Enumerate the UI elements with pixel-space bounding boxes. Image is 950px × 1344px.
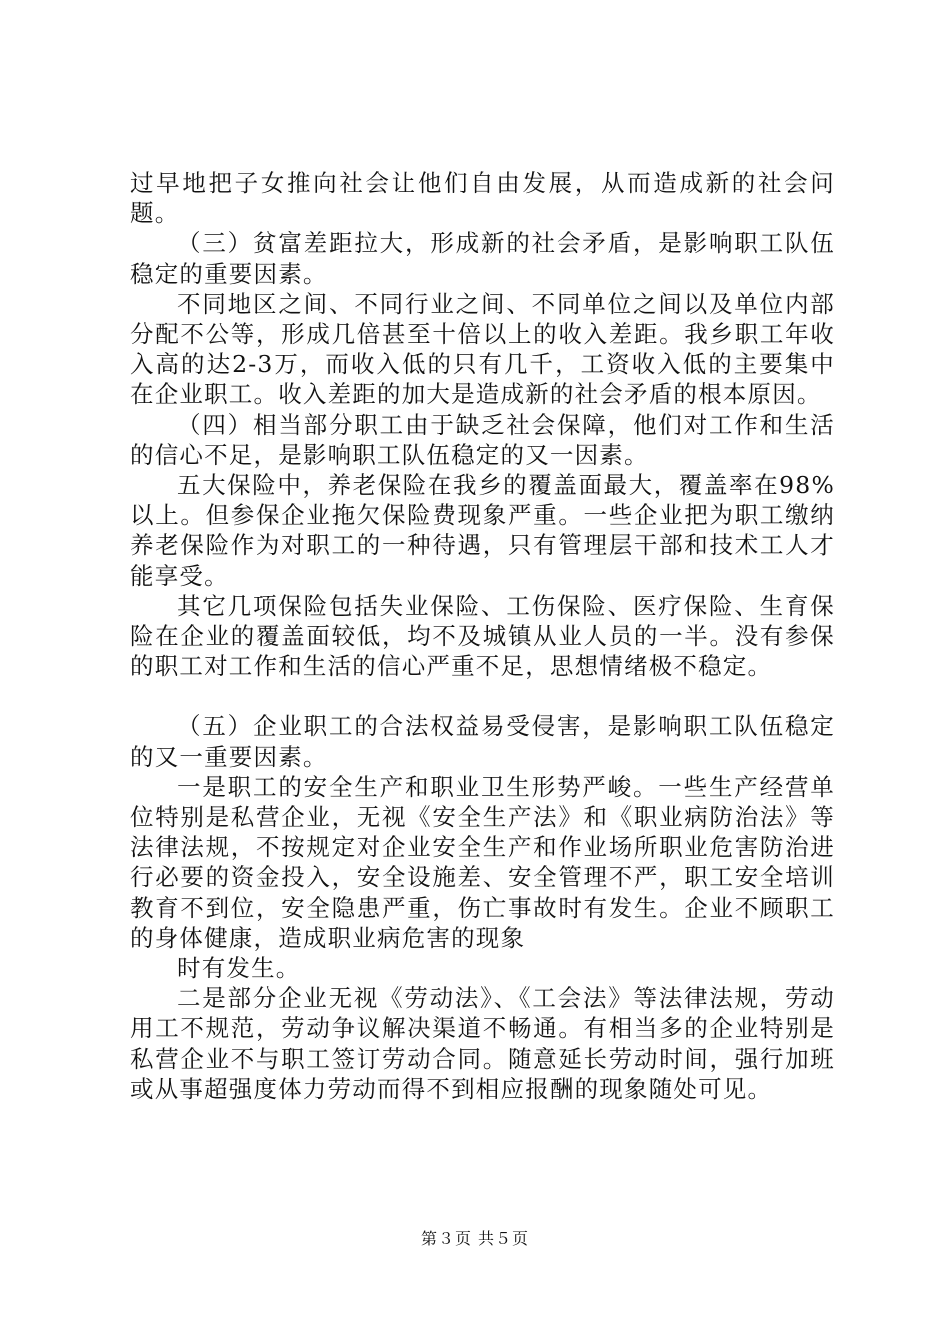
paragraph-7: （五）企业职工的合法权益易受侵害，是影响职工队伍稳定的又一重要因素。 bbox=[130, 712, 835, 771]
paragraph-5: 五大保险中，养老保险在我乡的覆盖面最大，覆盖率在98%以上。但参保企业拖欠保险费现象严重。一些企业把为职工缴纳养老保险作为对职工的一种待遇，只有管理层干部和技术工人才能享受。 bbox=[130, 471, 835, 590]
paragraph-3: 不同地区之间、不同行业之间、不同单位之间以及单位内部分配不公等，形成几倍甚至十倍以上的收入差距。我乡职工年收入高的达2-3万，而收入低的只有几千，工资收入低的主要集中在企业职工。收入差距的加大是造成新的社会矛盾的根本原因。 bbox=[130, 289, 835, 409]
paragraph-9: 时有发生。 bbox=[177, 954, 301, 983]
paragraph-6: 其它几项保险包括失业保险、工伤保险、医疗保险、生育保险在企业的覆盖面较低，均不及城镇从业人员的一半。没有参保的职工对工作和生活的信心严重不足，思想情绪极不稳定。 bbox=[130, 591, 835, 681]
document-body bbox=[130, 168, 835, 1104]
page-number-footer: 第３页 共５页 bbox=[420, 1229, 530, 1248]
paragraph-2: （三）贫富差距拉大，形成新的社会矛盾，是影响职工队伍稳定的重要因素。 bbox=[130, 229, 835, 288]
paragraph-8: 一是职工的安全生产和职业卫生形势严峻。一些生产经营单位特别是私营企业，无视《安全生产法》和《职业病防治法》等法律法规，不按规定对企业安全生产和作业场所职业危害防治进行必要的资金投入，安全设施差、安全管理不严，职工安全培训教育不到位，安全隐患严重，伤亡事故时有发生。企业不顾职工的身体健康，造成职业病危害的现象 bbox=[130, 772, 835, 952]
paragraph-1: 过早地把子女推向社会让他们自由发展，从而造成新的社会问题。 bbox=[130, 169, 835, 228]
paragraph-4: （四）相当部分职工由于缺乏社会保障，他们对工作和生活的信心不足，是影响职工队伍稳定的又一因素。 bbox=[130, 410, 835, 469]
paragraph-10: 二是部分企业无视《劳动法》、《工会法》等法律法规，劳动用工不规范，劳动争议解决渠道不畅通。有相当多的企业特别是私营企业不与职工签订劳动合同。随意延长劳动时间，强行加班或从事超强度体力劳动而得不到相应报酬的现象随处可见。 bbox=[130, 984, 835, 1103]
